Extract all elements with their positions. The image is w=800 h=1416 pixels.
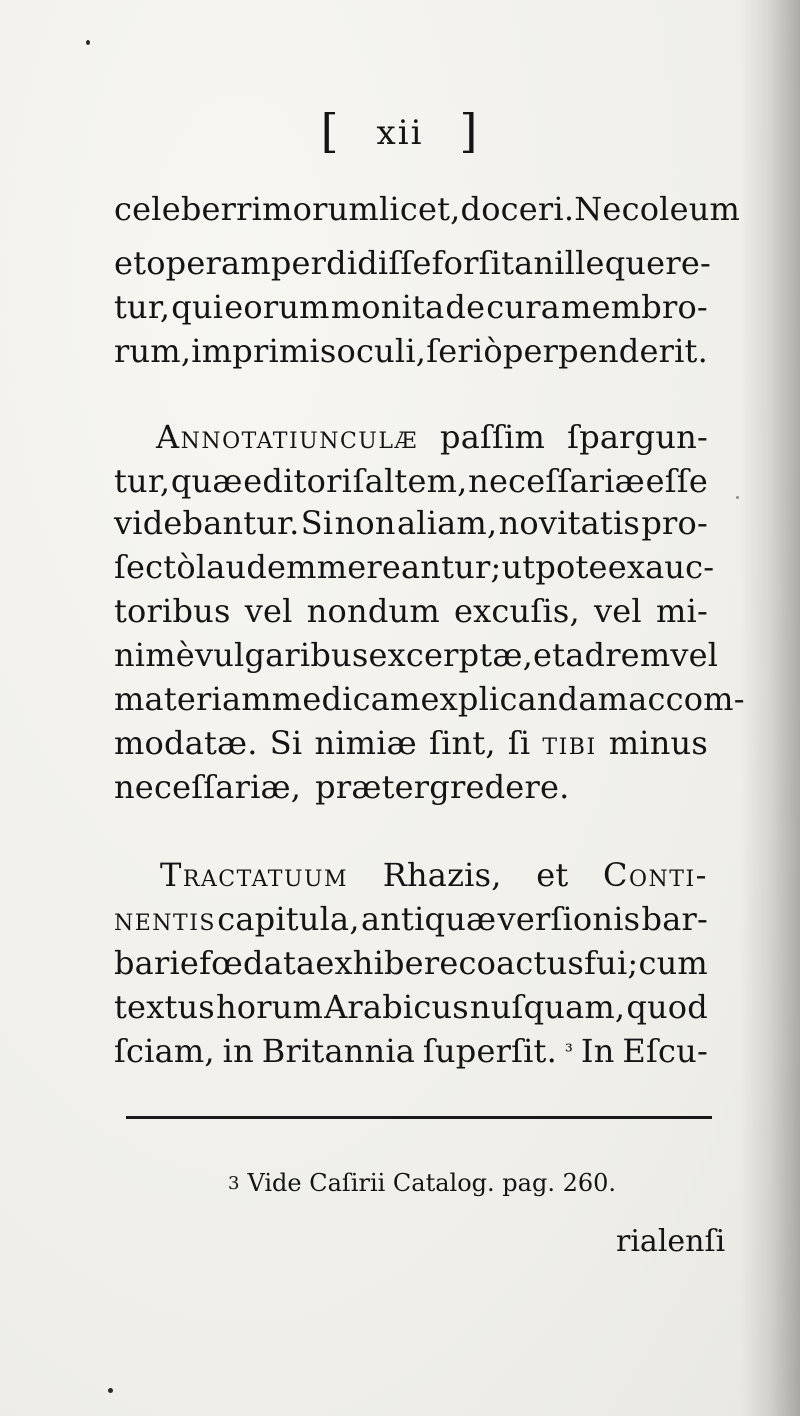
text-line [114,676,745,722]
footnote-text: Vide Caſirii Catalog. pag. 260. [247,1169,617,1197]
word: textus [114,988,215,1026]
word: membro- [561,288,708,326]
word: licet, [378,190,461,228]
word: mereantur; [316,548,502,586]
word-small-caps: nentis [114,900,216,938]
text-line [114,588,708,634]
word: Si [269,724,303,762]
word: tur, [114,288,171,326]
word: ſuperſit. [422,1032,557,1070]
word: perpenderit. [502,332,708,370]
word: Nec [574,190,640,228]
word: rem [605,636,671,674]
word: mi- [656,592,708,630]
word: ex [607,548,646,586]
word: neceſſariæ [468,462,645,500]
word: neceſſariæ, [114,768,302,806]
word: eſſe [645,462,708,500]
word: ſectò [114,548,196,586]
text-line [114,632,719,678]
word: oculi, [336,332,427,370]
word: eorum [224,288,330,326]
word: explicandam [420,680,629,718]
word: ſeriò [426,332,503,370]
word: paſſim [440,418,546,456]
word: antiquæ [360,900,497,938]
word: fui; [584,944,639,982]
scan-speck [108,1388,113,1393]
word: nondum [306,592,440,630]
word: et [533,636,566,674]
word: excerptæ, [368,636,534,674]
word: minus [608,724,708,762]
word: forſitan [431,244,555,282]
footnote-marker: 3 [228,1173,240,1194]
word: laudem [195,548,317,586]
text-line [114,186,741,232]
text-line [114,940,708,986]
word: in [222,1032,254,1070]
text-line [114,240,711,286]
word: vel [593,592,642,630]
catchword: rialenſi [616,1224,726,1259]
word: Britannia [261,1032,416,1070]
lead-word: Annotatiunculæ [156,418,418,456]
page-number: xii [376,113,424,153]
word: nimiæ [314,724,417,762]
footnote-reference: ³ [564,1039,574,1063]
word: capitula, [217,900,360,938]
word: quod [626,988,708,1026]
text-line [114,764,708,810]
word: coactus [458,944,585,982]
text-line [114,896,708,942]
word: Si [300,504,334,542]
word: vel [244,592,293,630]
word: Eſcu- [622,1032,708,1070]
word: accom- [628,680,745,718]
word: modatæ. [114,724,258,762]
word: vel [670,636,719,674]
word: novitatis [498,504,641,542]
word: Arabicus [324,988,469,1026]
footnote [228,1166,616,1201]
word: quere- [604,244,711,282]
word: vulgaribus [194,636,369,674]
word: nuſquam, [469,988,626,1026]
word: In [580,1032,615,1070]
word: imprimis [191,332,337,370]
word: ſpargun- [567,418,708,456]
page-header [0,106,800,158]
footnote-rule [126,1116,712,1119]
text-line [114,544,715,590]
text-line [114,500,708,546]
word: exhibere [315,944,459,982]
text-line [114,458,708,504]
word: cura [486,288,560,326]
word: barie [114,944,200,982]
text-line [156,414,708,460]
word: horum [215,988,324,1026]
word: ſi [507,724,531,762]
scan-speck [736,496,739,499]
word: verſionis [497,900,641,938]
word: doceri. [460,190,575,228]
word: rum, [114,332,192,370]
word: auc- [645,548,715,586]
word: pro- [641,504,708,542]
word: quæ [170,462,243,500]
word: non [334,504,396,542]
word: oleum [639,190,741,228]
word: et [114,244,147,282]
word: utpote [501,548,608,586]
word: ad [565,636,606,674]
scan-speck [86,40,90,45]
word: celeberrimorum [114,190,379,228]
word: materiam [114,680,272,718]
word: editori [243,462,353,500]
word: operam [146,244,271,282]
word: aliam, [396,504,498,542]
word: tur, [114,462,171,500]
word: ſint, [429,724,496,762]
word: monita [330,288,445,326]
word: Rhazis, [382,856,502,894]
word: de [445,288,486,326]
word: ſaltem, [352,462,468,500]
text-line [114,984,708,1030]
word: excuſis, [454,592,580,630]
word: nimè [114,636,195,674]
text-line [160,852,708,898]
word: videbantur. [114,504,300,542]
word: et [536,856,569,894]
text-line [114,1028,708,1074]
word: perdidiſſe [270,244,432,282]
word: medicam [271,680,421,718]
text-line [114,720,708,766]
text-line [114,328,708,374]
word: toribus [114,592,231,630]
text-line [114,284,708,330]
word: qui [171,288,224,326]
word: ille [554,244,605,282]
open-bracket: [ [320,104,341,158]
word: cum [638,944,708,982]
word: prætergredere. [315,768,570,806]
close-bracket: ] [459,104,480,158]
word-small-caps: tibi [542,724,597,762]
word: bar- [641,900,708,938]
word-small-caps: Conti- [603,856,708,894]
word: fœdata [199,944,316,982]
lead-word: Tractatuum [160,856,349,894]
word: ſciam, [114,1032,215,1070]
